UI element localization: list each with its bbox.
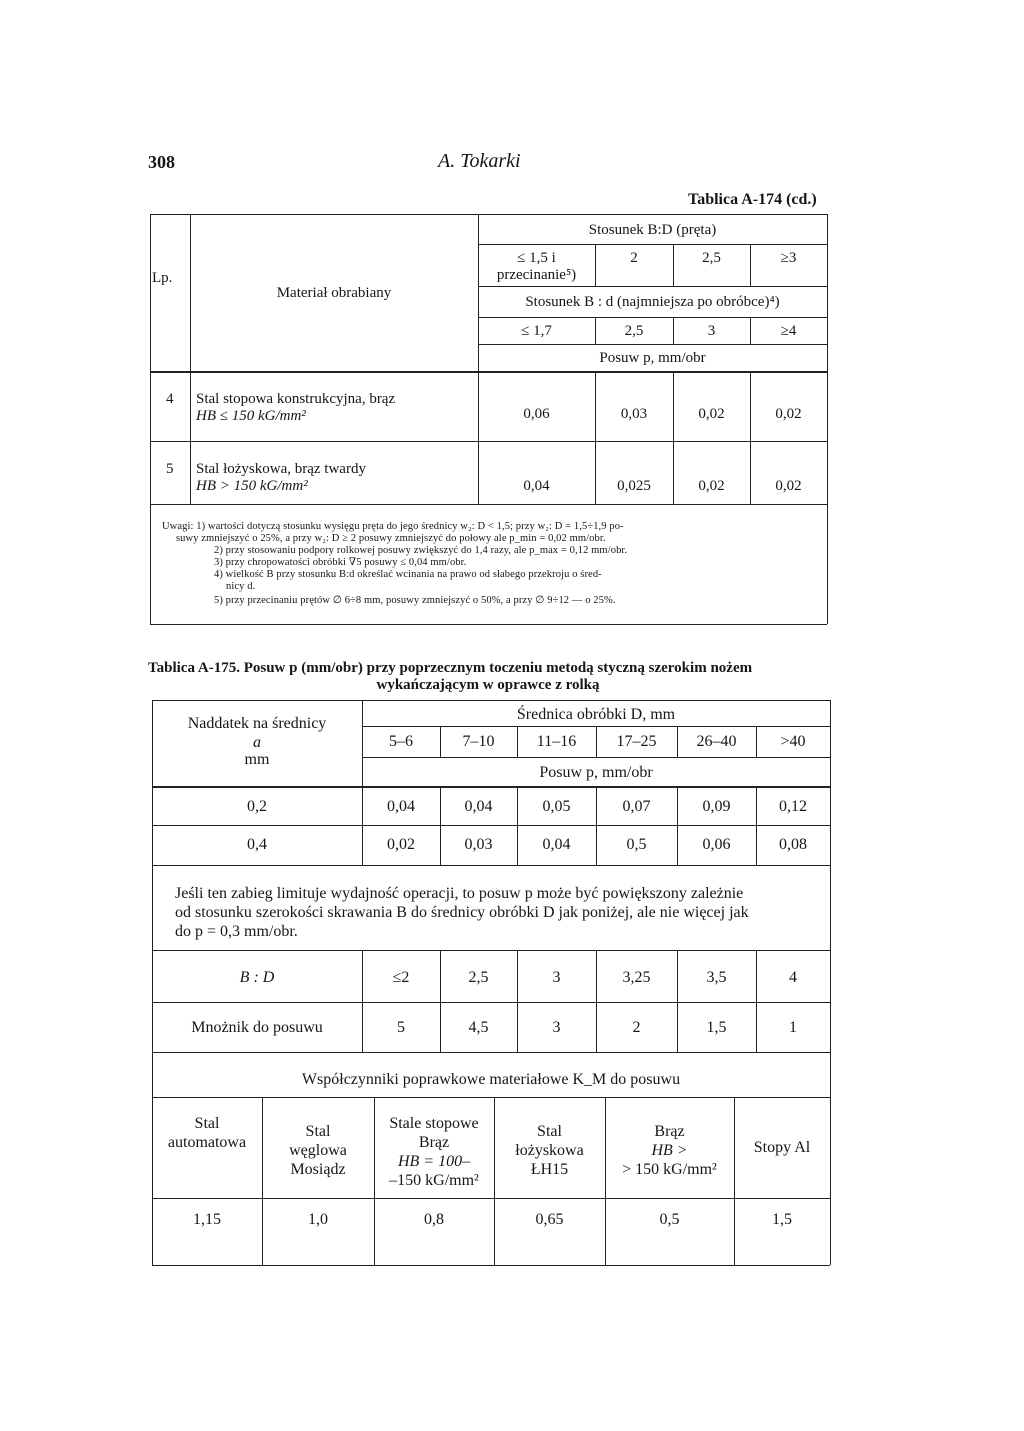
table-cell: 0,025 (617, 478, 651, 494)
km-material-1 (152, 1114, 262, 1152)
bd-value: 3,25 (622, 969, 651, 986)
diameter-header: Średnica obróbki D, mm (516, 706, 676, 723)
page-number: 308 (148, 152, 175, 172)
bd-col-4: ≥3 (780, 250, 797, 266)
note-line: Uwagi: 1) wartości dotyczą stosunku wysięgu pręta do jego średnicy w₂: D < 1,5; przy w₂: D = 1,5÷1,9 po- (162, 521, 624, 532)
table-cell: 0,5 (626, 836, 647, 853)
table-row-a: 0,4 (247, 836, 267, 853)
km-value: 0,8 (424, 1211, 444, 1228)
note-line: suwy zmniejszyć o 25%, a przy w₂: D ≥ 2 posuwy zmniejszyć do połowy ale p_min = 0,02 mm/obr. (176, 533, 606, 544)
bd-small-col-1: ≤ 1,7 (521, 323, 552, 339)
km-material-line: łożyskowa (515, 1142, 584, 1159)
km-header: Współczynniki poprawkowe materiałowe K_M do posuwu (301, 1071, 681, 1088)
table-cell: 0,06 (523, 406, 550, 422)
ratio-b-d-header: Stosunek B : d (najmniejsza po obróbce)⁴) (525, 294, 780, 310)
km-material-line: Stale stopowe (389, 1115, 479, 1132)
bd-small-col-3: 3 (707, 323, 716, 339)
note-paragraph (175, 884, 825, 941)
km-material-line: Stal (305, 1123, 331, 1140)
km-material-5 (605, 1122, 734, 1179)
note-line: nicy d. (226, 581, 256, 592)
bd-value: 2,5 (468, 969, 489, 986)
bd-col-1b: przecinanie⁵) (496, 267, 577, 283)
table-row-lp: 5 (166, 461, 174, 477)
bd-small-col-2: 2,5 (624, 323, 644, 339)
km-material-line: automatowa (167, 1134, 247, 1151)
naddatek-header: Naddatek na średnicy (187, 715, 327, 732)
naddatek-symbol: a (253, 734, 261, 751)
bd-value: ≤2 (392, 969, 410, 986)
km-value: 0,65 (535, 1211, 564, 1228)
diameter-col: 17–25 (616, 733, 657, 750)
lp-header: Lp. (152, 270, 173, 286)
km-material-line: > 150 kG/mm² (622, 1161, 717, 1178)
note-line: do p = 0,3 mm/obr. (175, 923, 298, 940)
bd-col-2: 2 (630, 250, 638, 266)
km-material-line: Mosiądz (290, 1161, 346, 1178)
multiplier-label: Mnożnik do posuwu (191, 1019, 323, 1036)
diameter-col: 11–16 (536, 733, 577, 750)
km-material-line: HB = 100– (397, 1153, 471, 1170)
multiplier-value: 1 (789, 1019, 797, 1036)
table-row-material-hb: HB > 150 kG/mm² (196, 478, 308, 494)
table-cell: 0,02 (387, 836, 415, 853)
table-cell: 0,04 (542, 836, 571, 853)
km-value: 0,5 (659, 1211, 680, 1228)
bd-value: 3,5 (706, 969, 727, 986)
table-cell: 0,09 (702, 798, 731, 815)
note-line: 5) przy przecinaniu prętów ∅ 6÷8 mm, posuwy zmniejszyć o 50%, a przy ∅ 9÷12 — o 25%. (214, 595, 616, 606)
note-line: od stosunku szerokości skrawania B do średnicy obróbki D jak poniżej, ale nie więcej jak (175, 904, 749, 921)
table-cell: 0,02 (775, 406, 802, 422)
km-material-line: Brąz (418, 1134, 450, 1151)
table-cell: 0,02 (698, 406, 725, 422)
diameter-col: >40 (780, 733, 806, 750)
table-cell: 0,03 (620, 406, 648, 422)
table-row-a: 0,2 (247, 798, 267, 815)
table-row-material: Stal stopowa konstrukcyjna, brąz (196, 391, 396, 407)
km-material-3 (374, 1114, 494, 1190)
km-material-line: Stal (537, 1123, 562, 1140)
km-material-line: HB > (651, 1142, 688, 1159)
km-material-line: –150 kG/mm² (389, 1172, 479, 1189)
km-value: 1,15 (193, 1211, 221, 1228)
note-line: 3) przy chropowatości obróbki ∇5 posuwy ≤ 0,04 mm/obr. (214, 557, 467, 568)
note-line: Jeśli ten zabieg limituje wydajność operacji, to posuw p może być powiększony zależnie (175, 885, 744, 902)
km-material-line: Brąz (654, 1123, 685, 1140)
table-cell: 0,04 (464, 798, 493, 815)
bd-small-col-4: ≥4 (780, 323, 797, 339)
diameter-col: 7–10 (462, 733, 495, 750)
diameter-col: 26–40 (696, 733, 737, 750)
multiplier-value: 4,5 (468, 1019, 489, 1036)
ratio-bd-header: Stosunek B:D (pręta) (588, 222, 717, 238)
km-material-line: Stopy Al (753, 1139, 811, 1156)
diameter-col: 5–6 (389, 733, 413, 750)
table-row-material-hb: HB ≤ 150 kG/mm² (196, 408, 306, 424)
table-cell: 0,04 (523, 478, 550, 494)
table-a174-label: Tablica A-174 (cd.) (688, 191, 817, 208)
note-line: 4) wielkość B przy stosunku B:d określać wcinania na prawo od słabego przekroju o śred- (214, 569, 602, 580)
km-material-line: ŁH15 (530, 1161, 569, 1178)
bd-col-3: 2,5 (702, 250, 721, 266)
table-row-material: Stal łożyskowa, brąz twardy (196, 461, 366, 477)
table-cell: 0,08 (779, 836, 807, 853)
bd-value: 3 (552, 969, 561, 986)
bd-col-1a: ≤ 1,5 i (517, 250, 556, 266)
km-value: 1,5 (772, 1211, 792, 1228)
running-head-author: A. Tokarki (438, 150, 521, 172)
table-cell: 0,06 (702, 836, 731, 853)
naddatek-unit: mm (244, 751, 270, 768)
km-material-4 (494, 1122, 605, 1179)
bd-label: B : D (239, 969, 275, 986)
notes-block (162, 521, 822, 607)
km-value: 1,0 (308, 1211, 328, 1228)
table-a175-title: Tablica A-175. Posuw p (mm/obr) przy poprzecznym toczeniu metodą styczną szerokim nożem (148, 660, 753, 676)
table-row-lp: 4 (166, 391, 174, 407)
table-cell: 0,07 (622, 798, 651, 815)
table-cell: 0,03 (464, 836, 493, 853)
feed-header-a175: Posuw p, mm/obr (539, 764, 653, 781)
multiplier-value: 2 (632, 1019, 641, 1036)
table-cell: 0,12 (779, 798, 807, 815)
km-material-line: węglowa (289, 1142, 347, 1159)
note-line: 2) przy stosowaniu podpory rolkowej posuwy zwiększyć do 1,4 razy, ale p_max = 0,12 mm/obr. (214, 545, 628, 556)
km-material-6 (734, 1138, 830, 1157)
table-cell: 0,02 (698, 478, 725, 494)
km-material-2 (262, 1122, 374, 1179)
material-header: Materiał obrabiany (276, 285, 392, 301)
feed-header: Posuw p, mm/obr (599, 350, 706, 366)
multiplier-value: 5 (397, 1019, 405, 1036)
km-material-line: Stal (194, 1115, 220, 1132)
multiplier-value: 3 (552, 1019, 561, 1036)
multiplier-value: 1,5 (706, 1019, 727, 1036)
table-a175-title-cont: wykańczającym w oprawce z rolką (376, 677, 600, 693)
bd-value: 4 (789, 969, 797, 986)
table-cell: 0,02 (775, 478, 802, 494)
table-cell: 0,05 (542, 798, 571, 815)
table-cell: 0,04 (387, 798, 415, 815)
